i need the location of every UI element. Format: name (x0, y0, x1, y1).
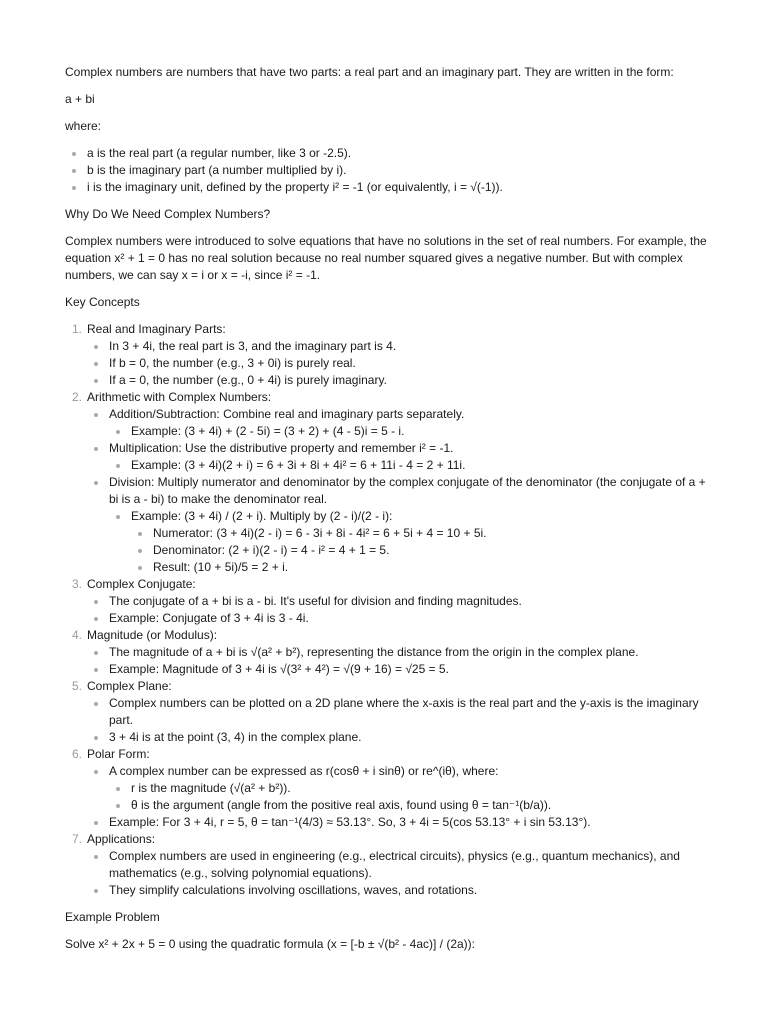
division-step: Denominator: (2 + i)(2 - i) = 4 - i² = 4 + 1 = 5. (131, 542, 708, 559)
example-problem-heading: Example Problem (65, 910, 160, 924)
concept-title: Magnitude (or Modulus): (87, 628, 218, 642)
polar-definitions (109, 780, 708, 814)
concept-title: Applications: (87, 832, 156, 846)
polar-definition: r is the magnitude (√(a² + b²)). (109, 780, 708, 797)
concept-polar-form (65, 746, 708, 831)
division-example-text: Example: (3 + 4i) / (2 + i). Multiply by (2 - i)/(2 - i): (131, 509, 393, 523)
concept-items (87, 406, 708, 576)
concept-item: They simplify calculations involving oscillations, waves, and rotations. (87, 882, 708, 899)
concept-item: Complex numbers can be plotted on a 2D plane where the x-axis is the real part and the y-axis is the imaginary part. (87, 695, 708, 729)
list-number: 3. (72, 577, 83, 591)
concept-item: The magnitude of a + bi is √(a² + b²), representing the distance from the origin in the complex plane. (87, 644, 708, 661)
multiplication-example: Example: (3 + 4i)(2 + i) = 6 + 3i + 8i + 4i² = 6 + 11i - 4 = 2 + 11i. (109, 457, 708, 474)
general-form-formula: a + bi (65, 92, 95, 106)
addition-examples (109, 423, 708, 440)
concept-items (87, 763, 708, 831)
example-problem-text: Solve x² + 2x + 5 = 0 using the quadratic formula (x = [-b ± √(b² - 4ac)] / (2a)): (65, 937, 476, 951)
concept-item: If b = 0, the number (e.g., 3 + 0i) is purely real. (87, 355, 708, 372)
concept-items (87, 593, 708, 627)
concept-item: Example: Magnitude of 3 + 4i is √(3² + 4²) = √(9 + 16) = √25 = 5. (87, 661, 708, 678)
concept-items (87, 848, 708, 899)
addition-text: Addition/Subtraction: Combine real and imaginary parts separately. (109, 407, 465, 421)
division-step: Numerator: (3 + 4i)(2 - i) = 6 - 3i + 8i - 4i² = 6 + 5i + 4 = 10 + 5i. (131, 525, 708, 542)
list-number: 7. (72, 832, 83, 846)
polar-definition: θ is the argument (angle from the positive real axis, found using θ = tan⁻¹(b/a)). (109, 797, 708, 814)
multiplication-text: Multiplication: Use the distributive property and remember i² = -1. (109, 441, 454, 455)
concept-real-imaginary (65, 321, 708, 389)
concept-item: Example: Conjugate of 3 + 4i is 3 - 4i. (87, 610, 708, 627)
list-number: 4. (72, 628, 83, 642)
concept-magnitude (65, 627, 708, 678)
list-number: 5. (72, 679, 83, 693)
why-paragraph: Complex numbers were introduced to solve equations that have no solutions in the set of real numbers. For example, the equation x² + 1 = 0 has no real solution because no real number squared gives a negative number. But with complex numbers, we can say x = i or x = -i, since i² = -1. (65, 234, 707, 282)
concept-arithmetic (65, 389, 708, 576)
concept-items (87, 338, 708, 389)
concept-title: Complex Conjugate: (87, 577, 196, 591)
concept-item-division (87, 474, 708, 576)
concept-items (87, 695, 708, 746)
concept-item: In 3 + 4i, the real part is 3, and the imaginary part is 4. (87, 338, 708, 355)
division-example (109, 508, 708, 576)
multiplication-examples (109, 457, 708, 474)
concept-item-multiplication (87, 440, 708, 474)
definition-item: a is the real part (a regular number, like 3 or -2.5). (65, 145, 708, 162)
concept-title: Arithmetic with Complex Numbers: (87, 390, 272, 404)
concept-title: Polar Form: (87, 747, 150, 761)
concept-conjugate (65, 576, 708, 627)
definitions-list (65, 145, 708, 196)
concept-item: 3 + 4i is at the point (3, 4) in the complex plane. (87, 729, 708, 746)
definition-item: i is the imaginary unit, defined by the property i² = -1 (or equivalently, i = √(-1)). (65, 179, 708, 196)
concept-item: Complex numbers are used in engineering (e.g., electrical circuits), physics (e.g., quantum mechanics), and mathematics (e.g., solving polynomial equations). (87, 848, 708, 882)
concept-item-addition (87, 406, 708, 440)
definition-item: b is the imaginary part (a number multiplied by i). (65, 162, 708, 179)
division-step: Result: (10 + 5i)/5 = 2 + i. (131, 559, 708, 576)
key-concepts-heading: Key Concepts (65, 295, 140, 309)
polar-intro-text: A complex number can be expressed as r(cosθ + i sinθ) or re^(iθ), where: (109, 764, 499, 778)
why-heading: Why Do We Need Complex Numbers? (65, 207, 271, 221)
concept-applications (65, 831, 708, 899)
concept-complex-plane (65, 678, 708, 746)
where-label: where: (65, 119, 102, 133)
key-concepts-list (65, 321, 708, 899)
division-examples (109, 508, 708, 576)
polar-intro-item (87, 763, 708, 814)
list-number: 2. (72, 390, 83, 404)
polar-example: Example: For 3 + 4i, r = 5, θ = tan⁻¹(4/3) ≈ 53.13°. So, 3 + 4i = 5(cos 53.13° + i sin 53.13°). (87, 814, 708, 831)
list-number: 1. (72, 322, 83, 336)
concept-item: The conjugate of a + bi is a - bi. It's useful for division and finding magnitudes. (87, 593, 708, 610)
intro-paragraph: Complex numbers are numbers that have two parts: a real part and an imaginary part. They are written in the form: (65, 65, 674, 79)
addition-example: Example: (3 + 4i) + (2 - 5i) = (3 + 2) + (4 - 5)i = 5 - i. (109, 423, 708, 440)
list-number: 6. (72, 747, 83, 761)
concept-title: Real and Imaginary Parts: (87, 322, 226, 336)
concept-item: If a = 0, the number (e.g., 0 + 4i) is purely imaginary. (87, 372, 708, 389)
division-text: Division: Multiply numerator and denominator by the complex conjugate of the denominator (the conjugate of a + bi is a - bi) to make the denominator real. (109, 475, 706, 506)
division-steps (131, 525, 708, 576)
concept-items (87, 644, 708, 678)
concept-title: Complex Plane: (87, 679, 172, 693)
